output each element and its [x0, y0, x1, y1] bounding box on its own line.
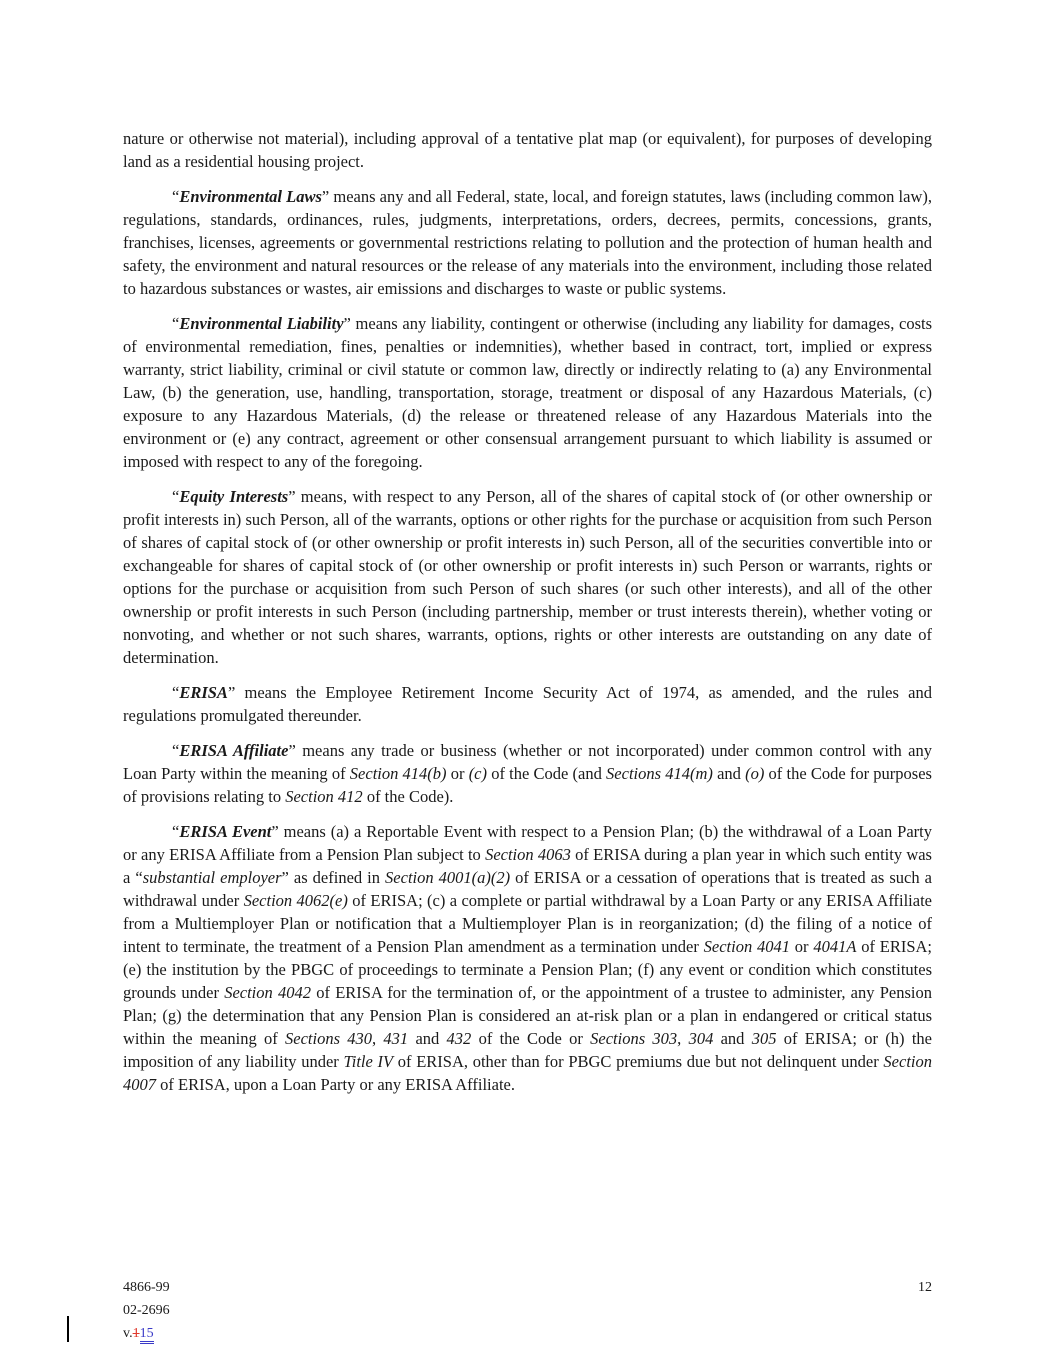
- doc-number-line1: 4866-99: [123, 1280, 170, 1295]
- statute-reference: substantial employer: [142, 868, 282, 887]
- statute-reference: Sections 303: [590, 1029, 678, 1048]
- defined-term: Environmental Laws: [179, 187, 322, 206]
- defined-term: ERISA Affiliate: [179, 741, 289, 760]
- text-run: of ERISA during a plan year in which such entity was a “: [123, 845, 932, 887]
- revision-change-bar: [67, 1316, 69, 1342]
- defined-term: ERISA: [179, 683, 228, 702]
- paragraph-environmental-liability: [123, 312, 932, 473]
- text-run: and: [713, 1029, 752, 1048]
- statute-reference: 432: [446, 1029, 472, 1048]
- text-run: ” means, with respect to any Person, all of the shares of capital stock of (or other ownership or profit interests in) such Person, all of the warrants, options or other rights for the purchase or acquisition from such Person of shares of capital stock of (or other ownership or profit interests in) such Person, all of the securities convertible into or exchangeable for shares of capital stock of (or other ownership or profit interests in) such Person or warrants, rights or options for the purchase or acquisition from such Person of such shares (or such other interests), and all of the other ownership or profit interests in such Person (including partnership, member or trust interests therein), whether voting or nonvoting, and whether or not such shares, warrants, options, rights or other interests are outstanding on any date of determination.: [123, 487, 932, 667]
- statute-reference: 431: [383, 1029, 409, 1048]
- text-run: “: [172, 822, 180, 841]
- text-run: ,: [677, 1029, 689, 1048]
- text-run: of the Code (and: [487, 764, 607, 783]
- statute-reference: 305: [751, 1029, 777, 1048]
- text-run: of ERISA or a cessation of operations that is treated as such a withdrawal under: [123, 868, 932, 910]
- text-run: of the Code or: [471, 1029, 591, 1048]
- statute-reference: Section 414(b): [349, 764, 447, 783]
- statute-reference: Section 4001(a)(2): [385, 868, 511, 887]
- text-run: ” means any and all Federal, state, local, and foreign statutes, laws (including common law), regulations, standards, ordinances, rules, judgments, interpretations, orders, decrees, permits, concessions, grants, franchises, licenses, agreements or governmental restrictions relating to pollution and the protection of human health and safety, the environment and natural resources or the release of any materials into the environment, including those related to hazardous substances or wastes, air emissions and discharges to waste or public systems.: [123, 187, 932, 298]
- text-run: or: [790, 937, 814, 956]
- paragraph-continuation: [123, 127, 932, 173]
- statute-reference: Sections 414(m): [606, 764, 713, 783]
- text-run: of ERISA, upon a Loan Party or any ERISA Affiliate.: [156, 1075, 515, 1094]
- text-run: of the Code for purposes of provisions relating to: [123, 764, 932, 806]
- text-run: and: [408, 1029, 447, 1048]
- document-body: [123, 127, 932, 1108]
- text-run: “: [172, 741, 180, 760]
- text-run: ” as defined in: [281, 868, 386, 887]
- text-run: ” means any liability, contingent or otherwise (including any liability for damages, costs of environmental remediation, fines, penalties or indemnities), whether based in contract, tort, implied or express warranty, strict liability, criminal or civil statute or common law, directly or indirectly relating to (a) any Environmental Law, (b) the generation, use, handling, transportation, storage, treatment or disposal of any Hazardous Materials, (c) exposure to any Hazardous Materials, (d) the release or threatened release of any Hazardous Materials into the environment or (e) any contract, agreement or other consensual arrangement pursuant to which liability is assumed or imposed with respect to any of the foregoing.: [123, 314, 932, 471]
- statute-reference: Section 4042: [224, 983, 311, 1002]
- text-run: and: [712, 764, 746, 783]
- text-run: of ERISA; (e) the institution by the PBGC of proceedings to terminate a Pension Plan; (f) any event or condition which constitutes grounds under: [123, 937, 932, 1002]
- text-run: of ERISA, other than for PBGC premiums due but not delinquent under: [393, 1052, 884, 1071]
- statute-reference: (c): [468, 764, 488, 783]
- paragraph-erisa-affiliate: [123, 739, 932, 808]
- defined-term: ERISA Event: [179, 822, 272, 841]
- text-run: “: [172, 187, 180, 206]
- footer-doc-numbers: [123, 1276, 932, 1345]
- text-run: ,: [372, 1029, 384, 1048]
- text-run: of ERISA; or (h) the imposition of any liability under: [123, 1029, 932, 1071]
- version-line: [123, 1322, 932, 1345]
- statute-reference: Sections 430: [285, 1029, 373, 1048]
- page-footer: [123, 1276, 932, 1345]
- text-run: ” means (a) a Reportable Event with respect to a Pension Plan; (b) the withdrawal of a Loan Party or any ERISA Affiliate from a Pension Plan subject to: [123, 822, 933, 864]
- statute-reference: Section 4063: [485, 845, 571, 864]
- statute-reference: Section 4007: [123, 1052, 932, 1094]
- text-run: of ERISA for the termination of, or the appointment of a trustee to administer, any Pension Plan; (g) the determination that any Pension Plan is considered an at-risk plan or a plan in endangered or critical status within the meaning of: [123, 983, 932, 1048]
- text-run: of ERISA; (c) a complete or partial withdrawal by a Loan Party or any ERISA Affiliate from a Multiemployer Plan or notification that a Multiemployer Plan is in reorganization; (d) the filing of a notice of intent to terminate, the treatment of a Pension Plan amendment as a termination under: [123, 891, 932, 956]
- text-run: “: [172, 683, 180, 702]
- doc-number-line2: 02-2696: [123, 1303, 170, 1318]
- text-run: ” means any trade or business (whether or not incorporated) under common control with any Loan Party within the meaning of: [123, 741, 933, 783]
- paragraph-erisa: [123, 681, 932, 727]
- version-inserted-text: 15: [140, 1327, 154, 1344]
- text-run: or: [446, 764, 469, 783]
- paragraph-equity-interests: [123, 485, 932, 669]
- statute-reference: Section 4062(e): [243, 891, 348, 910]
- version-deleted-text: 1: [132, 1326, 140, 1341]
- statute-reference: 304: [688, 1029, 714, 1048]
- statute-reference: Section 4041: [703, 937, 790, 956]
- text-run: “: [172, 314, 180, 333]
- paragraph-erisa-event: [123, 820, 932, 1096]
- statute-reference: Section 412: [285, 787, 363, 806]
- text-run: “: [172, 487, 180, 506]
- defined-term: Equity Interests: [179, 487, 289, 506]
- text-run: of the Code).: [362, 787, 454, 806]
- paragraph-environmental-laws: [123, 185, 932, 300]
- statute-reference: (o): [745, 764, 765, 783]
- text-run: nature or otherwise not material), including approval of a tentative plat map (or equivalent), for purposes of developing land as a residential housing project.: [123, 129, 932, 171]
- page-number: 12: [918, 1280, 932, 1295]
- statute-reference: Title IV: [343, 1052, 394, 1071]
- defined-term: Environmental Liability: [179, 314, 344, 333]
- statute-reference: 4041A: [813, 937, 857, 956]
- version-prefix: v.: [123, 1326, 133, 1341]
- text-run: ” means the Employee Retirement Income Security Act of 1974, as amended, and the rules and regulations promulgated thereunder.: [123, 683, 932, 725]
